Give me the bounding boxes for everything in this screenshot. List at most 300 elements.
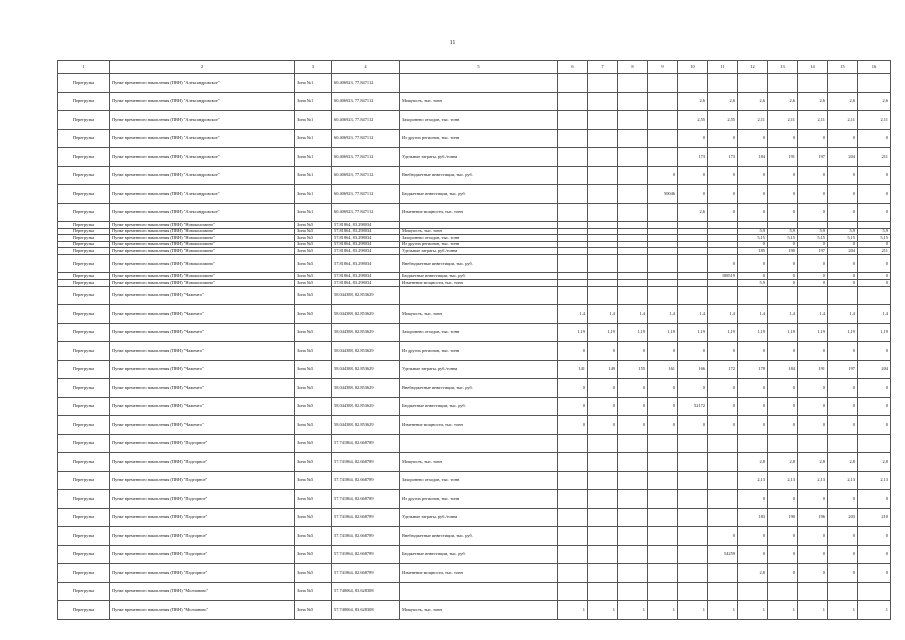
table-cell: Зона №1 [295,166,332,185]
table-cell [618,203,648,222]
table-cell: 0 [738,185,768,204]
table-cell: Зона №5 [295,280,332,287]
table-cell: Пункт временного накопления (ПВН) "Александровское" [110,111,295,130]
table-cell [588,92,618,111]
table-cell: 2,11 [858,111,891,130]
table-cell: 2,8 [768,453,798,472]
table-cell [558,453,588,472]
table-cell [558,92,588,111]
table-cell: Зона №5 [295,286,332,305]
table-cell: 0 [558,379,588,398]
table-cell: 0 [648,416,678,435]
table-cell: 211 [858,248,891,255]
table-cell: 0 [738,241,768,248]
table-cell [558,235,588,242]
table-cell [648,280,678,287]
table-cell: 5,15 [828,235,858,242]
table-cell: Пункт временного накопления (ПВН) "Новоколомино" [110,248,295,255]
table-cell: 0 [798,342,828,361]
table-cell: Зона №5 [295,564,332,583]
table-cell: 0 [678,166,708,185]
table-cell: 0 [858,203,891,222]
table-cell [618,273,648,280]
table-cell: Пункт временного накопления (ПВН) "Подгорное" [110,508,295,527]
table-cell [558,545,588,564]
column-header: 16 [858,61,891,74]
table-row [58,508,891,527]
table-cell: 0 [768,280,798,287]
table-cell: 0 [858,416,891,435]
table-cell [678,273,708,280]
table-cell: 2,8 [738,564,768,583]
table-cell: 0 [798,379,828,398]
table-cell: Пункт временного накопления (ПВН) "Подгорное" [110,545,295,564]
table-cell: Зона №5 [295,228,332,235]
table-cell: Захоронено отходов, тыс. тонн [400,111,558,130]
table-row [58,379,891,398]
table-cell [618,280,648,287]
table-cell [400,286,558,305]
table-cell: Пункт временного накопления (ПВН) "Новоколомино" [110,235,295,242]
table-cell [588,582,618,601]
table-cell [588,248,618,255]
table-cell: Зона №5 [295,416,332,435]
table-cell: Мощность, тыс. тонн [400,228,558,235]
table-cell [558,527,588,546]
table-cell [588,74,618,93]
table-cell: Перегрузка [58,342,110,361]
table-cell: 0 [828,564,858,583]
table-cell: Зона №5 [295,235,332,242]
table-cell: 5,15 [738,235,768,242]
table-cell: 1,4 [828,305,858,324]
table-cell: Пункт временного накопления (ПВН) "Чажемто" [110,323,295,342]
table-cell: Пункт временного накопления (ПВН) "Чажемто" [110,397,295,416]
table-cell: 161 [648,360,678,379]
table-cell: 60.406923, 77.847112 [332,148,400,167]
column-header: 1 [58,61,110,74]
table-cell: 1,4 [588,305,618,324]
table-cell: 0 [618,379,648,398]
table-cell: Зона №5 [295,222,332,229]
table-cell [708,564,738,583]
table-cell [588,228,618,235]
table-cell: Из других регионов, тыс. тонн [400,129,558,148]
table-cell: Перегрузка [58,222,110,229]
table-row [58,601,891,620]
table-row [58,166,891,185]
column-header: 7 [588,61,618,74]
table-cell [400,582,558,601]
table-cell: 0 [588,397,618,416]
table-body [58,74,891,620]
table-cell: 57.81864, 83.298034 [332,228,400,235]
table-cell [558,286,588,305]
table-cell: 184 [738,148,768,167]
table-cell: 0 [708,203,738,222]
table-cell: Перегрузка [58,582,110,601]
table-cell: 1,19 [558,323,588,342]
table-cell [558,273,588,280]
table-cell: 57.740064, 83.628308 [332,601,400,620]
table-cell [618,508,648,527]
table-cell: 0 [678,185,708,204]
table-cell: 0 [738,545,768,564]
table-cell [648,254,678,273]
table-cell [648,286,678,305]
table-cell: Пункт временного накопления (ПВН) "Чажемто" [110,416,295,435]
table-cell: 178 [738,360,768,379]
table-cell [648,471,678,490]
table-cell [828,582,858,601]
table-cell: 0 [858,379,891,398]
table-cell [558,280,588,287]
table-cell [678,228,708,235]
table-cell: 184 [768,360,798,379]
table-cell: Зона №5 [295,254,332,273]
table-cell [618,166,648,185]
table-row [58,416,891,435]
table-cell: 2,6 [858,92,891,111]
table-cell [618,148,648,167]
table-cell [678,222,708,229]
table-cell: 1,4 [858,305,891,324]
table-cell [618,490,648,509]
table-cell: 1,4 [708,305,738,324]
table-cell [558,254,588,273]
table-cell: Перегрузка [58,254,110,273]
table-cell [588,453,618,472]
table-cell: 204 [858,360,891,379]
table-cell: 2,13 [828,471,858,490]
table-cell: Из других регионов, тыс. тонн [400,241,558,248]
table-cell: 0 [738,397,768,416]
table-cell: Пункт временного накопления (ПВН) "Новоколомино" [110,228,295,235]
table-cell: 5,9 [798,228,828,235]
table-cell: Перегрузка [58,601,110,620]
table-cell: Зона №1 [295,148,332,167]
table-cell: Зона №1 [295,185,332,204]
table-cell: 57.741864, 82.668789 [332,508,400,527]
table-cell: 2,8 [828,453,858,472]
column-header: 10 [678,61,708,74]
table-cell: 2,13 [738,471,768,490]
table-cell [678,248,708,255]
table-cell: 0 [588,342,618,361]
table-cell: 0 [768,129,798,148]
table-cell: 191 [798,360,828,379]
table-cell: Перегрузка [58,379,110,398]
table-cell: 0 [648,342,678,361]
table-cell: Захоронено отходов, тыс. тонн [400,471,558,490]
table-cell: Перегрузка [58,545,110,564]
table-cell: 58.044388, 82.853629 [332,397,400,416]
table-cell: 2,55 [708,111,738,130]
table-cell: 0 [768,490,798,509]
table-cell: 54259 [708,545,738,564]
table-cell: 2,13 [768,471,798,490]
table-row [58,203,891,222]
table-cell [618,582,648,601]
table-cell [648,92,678,111]
table-cell: Перегрузка [58,323,110,342]
table-cell: 0 [738,129,768,148]
table-cell: Перегрузка [58,280,110,287]
table-cell: 172 [708,360,738,379]
table-cell: 57.81864, 83.298034 [332,248,400,255]
table-cell: 1,19 [858,323,891,342]
table-cell: Зона №5 [295,397,332,416]
table-cell: 57.81864, 83.298034 [332,235,400,242]
table-cell: Зона №5 [295,527,332,546]
table-cell [588,564,618,583]
table-cell: 60.406923, 77.847112 [332,203,400,222]
table-cell [648,490,678,509]
table-cell: Пункт временного накопления (ПВН) "Александровское" [110,166,295,185]
table-cell: 204 [828,148,858,167]
table-cell: 50046 [648,185,678,204]
table-row [58,228,891,235]
table-row [58,323,891,342]
table-row [58,248,891,255]
table-cell: 0 [768,254,798,273]
table-cell: 0 [858,185,891,204]
table-cell: 0 [828,241,858,248]
table-cell [708,286,738,305]
table-cell [618,235,648,242]
header-row [58,61,891,74]
table-cell: 5,15 [798,235,828,242]
table-cell: 0 [858,490,891,509]
table-cell: Пункт временного накопления (ПВН) "Новоколомино" [110,241,295,248]
table-cell: Зона №5 [295,379,332,398]
table-cell: 0 [828,397,858,416]
table-cell: Бюджетные инвестиции, тыс. руб. [400,185,558,204]
table-cell: Бюджетные инвестиции, тыс. руб. [400,397,558,416]
table-cell: Изменение мощности, тыс. тонн [400,564,558,583]
column-header: 2 [110,61,295,74]
table-row [58,148,891,167]
table-cell: 0 [858,254,891,273]
table-cell: 60.406923, 77.847112 [332,74,400,93]
table-cell: 0 [738,203,768,222]
table-cell: Зона №5 [295,434,332,453]
table-cell [558,248,588,255]
table-cell: 2,8 [798,453,828,472]
table-cell [588,129,618,148]
table-cell [678,490,708,509]
table-cell [588,241,618,248]
table-cell: Пункт временного накопления (ПВН) "Новоколомино" [110,254,295,273]
table-cell: 0 [828,203,858,222]
table-cell: Мощность, тыс. тонн [400,453,558,472]
table-cell [648,203,678,222]
column-header: 5 [400,61,558,74]
table-cell: Зона №1 [295,129,332,148]
table-cell: 191 [768,148,798,167]
table-row [58,564,891,583]
table-cell [678,286,708,305]
table-cell: 57.740064, 83.628308 [332,582,400,601]
table-cell: Пункт временного накопления (ПВН) "Подгорное" [110,564,295,583]
table-cell: 197 [828,360,858,379]
table-cell: 2,11 [738,111,768,130]
table-cell [648,545,678,564]
table-cell: Перегрузка [58,305,110,324]
table-cell [768,222,798,229]
table-cell [618,453,648,472]
table-cell [678,564,708,583]
table-cell [708,235,738,242]
table-cell: 1,19 [828,323,858,342]
table-cell: 0 [858,273,891,280]
table-cell [648,564,678,583]
table-cell [678,527,708,546]
table-cell: 0 [858,545,891,564]
table-cell: Пункт временного накопления (ПВН) "Подгорное" [110,453,295,472]
column-header: 3 [295,61,332,74]
table-cell: 0 [858,342,891,361]
table-cell: 0 [618,397,648,416]
table-cell [588,286,618,305]
table-cell [588,222,618,229]
table-cell: 5,9 [828,228,858,235]
table-cell: Пункт временного накопления (ПВН) "Молчаново" [110,601,295,620]
table-cell: 185 [738,248,768,255]
table-cell: 60.406923, 77.847112 [332,92,400,111]
table-cell: Зона №5 [295,305,332,324]
table-cell [558,111,588,130]
table-cell: 57.741864, 82.668789 [332,471,400,490]
table-cell: 60.406923, 77.847112 [332,185,400,204]
table-cell: Зона №5 [295,601,332,620]
table-cell: 210 [858,508,891,527]
table-cell: 0 [708,379,738,398]
table-cell: 0 [768,166,798,185]
table-cell: 1,19 [618,323,648,342]
table-cell: 2,13 [858,471,891,490]
table-cell: 173 [678,148,708,167]
column-header: 9 [648,61,678,74]
table-cell: Перегрузка [58,471,110,490]
table-cell: Перегрузка [58,564,110,583]
table-cell: Перегрузка [58,111,110,130]
table-cell [858,74,891,93]
table-cell: 0 [708,129,738,148]
table-cell [588,148,618,167]
table-cell: Пункт временного накопления (ПВН) "Чажемто" [110,305,295,324]
table-cell [400,74,558,93]
table-cell: Пункт временного накопления (ПВН) "Александровское" [110,185,295,204]
table-cell [648,235,678,242]
table-cell: 0 [768,564,798,583]
table-cell: 108519 [708,273,738,280]
table-cell: 1 [618,601,648,620]
table-row [58,342,891,361]
table-row [58,397,891,416]
table-cell: Перегрузка [58,360,110,379]
table-cell: 2,8 [858,453,891,472]
table-cell: Зона №5 [295,273,332,280]
table-cell [678,74,708,93]
table-cell: 0 [558,342,588,361]
table-cell: 2,8 [738,453,768,472]
table-cell [558,241,588,248]
table-cell: 197 [798,148,828,167]
table-cell [678,545,708,564]
table-cell [678,434,708,453]
table-cell: 1,19 [678,323,708,342]
table-cell: 0 [708,166,738,185]
table-cell [558,74,588,93]
table-cell: 0 [828,490,858,509]
table-cell [648,248,678,255]
table-cell [708,508,738,527]
table-cell: 1,4 [648,305,678,324]
table-cell: 196 [798,508,828,527]
column-header: 8 [618,61,648,74]
table-row [58,235,891,242]
table-cell: 2,6 [828,92,858,111]
table-cell: Зона №1 [295,92,332,111]
table-cell: 2,6 [678,92,708,111]
column-header: 6 [558,61,588,74]
table-cell: Пункт временного накопления (ПВН) "Подгорное" [110,527,295,546]
table-cell: 0 [828,166,858,185]
table-cell: 0 [618,416,648,435]
table-cell: 0 [858,280,891,287]
table-cell [558,129,588,148]
table-cell [768,74,798,93]
table-cell [738,74,768,93]
table-row [58,185,891,204]
table-cell: 5,9 [738,228,768,235]
table-cell: Перегрузка [58,273,110,280]
table-cell [558,185,588,204]
table-cell [558,490,588,509]
table-cell: 60.406923, 77.847112 [332,166,400,185]
table-cell: 57.741864, 82.668789 [332,490,400,509]
table-cell: Перегрузка [58,527,110,546]
table-cell [708,228,738,235]
table-cell [858,434,891,453]
table-cell: Зона №5 [295,453,332,472]
table-cell [648,241,678,248]
table-cell [708,248,738,255]
table-cell [708,453,738,472]
table-cell [558,471,588,490]
table-cell [648,148,678,167]
table-cell: 0 [738,416,768,435]
table-cell: Удельные затраты, руб./тонна [400,248,558,255]
table-cell [558,582,588,601]
table-cell: 0 [798,564,828,583]
table-row [58,305,891,324]
table-cell: Изменение мощности, тыс. тонн [400,203,558,222]
table-cell [618,111,648,130]
table-cell [588,203,618,222]
table-cell: 2,6 [708,92,738,111]
table-cell: Зона №5 [295,241,332,248]
table-cell [678,254,708,273]
table-cell: 2,6 [798,92,828,111]
table-cell: 0 [708,527,738,546]
table-cell [588,166,618,185]
table-cell: Перегрузка [58,434,110,453]
table-cell: Пункт временного накопления (ПВН) "Чажемто" [110,342,295,361]
table-cell: Внебюджетные инвестиции, тыс. руб. [400,527,558,546]
table-cell: 0 [708,416,738,435]
